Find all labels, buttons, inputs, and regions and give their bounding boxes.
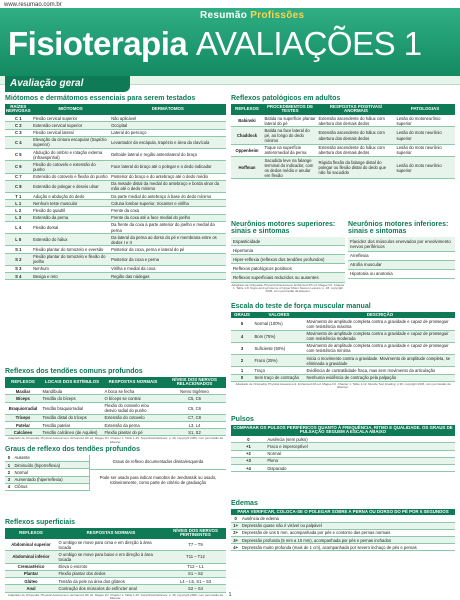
table-cell: Flexão plantar do tornozelo e flexão do joelho bbox=[32, 253, 110, 265]
pulsos-section bbox=[231, 416, 455, 472]
table-cell: 2+ bbox=[231, 529, 240, 536]
table-cell: Flexão do quadril bbox=[32, 207, 110, 214]
table-cell: Clônus bbox=[13, 483, 89, 490]
table-cell: L4 – L5, S1 – S3 bbox=[165, 578, 226, 585]
table-cell: Rápida flexão da falange distal do polegar ou flexão distal do dedo que não foi sacudido bbox=[317, 156, 395, 178]
table-cell: Tensão da pele na área dos glúteos bbox=[57, 578, 165, 585]
patologicos-body bbox=[231, 115, 455, 179]
nms-list bbox=[231, 237, 345, 282]
table-cell: Traço bbox=[253, 367, 305, 374]
table-cell: Extensão ascendente do hálux com abertura dos demais dedos bbox=[317, 144, 395, 156]
table-row bbox=[5, 455, 89, 462]
table-cell: Chaddock bbox=[231, 127, 263, 144]
table-row bbox=[5, 221, 226, 233]
table-row bbox=[231, 115, 455, 127]
reflexos-profundos-section bbox=[5, 368, 226, 444]
table-cell: Sacudida leve na falange terminal do indicador, com os dedos médio e anular em flexão bbox=[263, 156, 317, 178]
table-cell: Batida na superfície plantar lateral do pé bbox=[264, 115, 316, 126]
table-row bbox=[5, 585, 226, 592]
table-cell: Flexão plantar do pé bbox=[103, 429, 163, 436]
source-note: Adaptado de Ortopedia: Physical Assessment. Enhanced 4th ed. Magee DJ. Chapter 1. Table 1-25. Superficial Reflexes; p. 46; copyright 2006, com permissão da Elsevier. bbox=[7, 592, 224, 600]
edemas-title: Edemas bbox=[231, 500, 258, 507]
superficiais-section bbox=[5, 519, 226, 600]
table-cell: 3 bbox=[231, 342, 253, 354]
table-row bbox=[5, 122, 226, 129]
col-header: PROCEDIMENTOS DE TESTES bbox=[263, 104, 317, 115]
table-cell: S 3 bbox=[5, 265, 32, 272]
col-header: DESCRIÇÃO bbox=[305, 312, 455, 318]
table-row bbox=[231, 127, 455, 144]
nms-title: Neurônios motores superiores: sinais e sintomas bbox=[231, 221, 336, 236]
table-cell: Ausente bbox=[13, 455, 89, 462]
table-cell: Levantador da escápula, trapézio e área da clavícula bbox=[110, 136, 226, 148]
table-cell: Lesão do moto neurônio superior bbox=[395, 156, 455, 178]
nmi-list bbox=[348, 237, 455, 279]
table-cell: L 4 bbox=[5, 221, 32, 233]
table-cell: Posterior da coxa e perna bbox=[110, 253, 226, 265]
edemas-section bbox=[231, 500, 455, 551]
page-title: Fisioterapia AVALIAÇÕES 1 bbox=[8, 25, 422, 62]
table-row bbox=[231, 436, 455, 443]
table-cell: +1 bbox=[231, 443, 266, 450]
table-cell: Lesão do moto neurônio superior bbox=[395, 144, 455, 156]
table-cell: L3, L4 bbox=[163, 422, 226, 429]
table-cell: T12 – L1 bbox=[165, 563, 226, 570]
table-cell: Inicia o movimento contra a gravidade. Movimento de amplitude completa, se eliminada a gravidade bbox=[305, 355, 455, 367]
table-cell: Extensão do cotovelo e flexão do punho bbox=[33, 174, 108, 180]
table-cell: Fraco e imperceptível bbox=[266, 443, 455, 450]
table-cell: Fraco (25%) bbox=[253, 355, 305, 367]
table-cell: Tríceps bbox=[5, 414, 41, 421]
table-row bbox=[5, 402, 226, 414]
table-cell: Lateral do pescoço bbox=[110, 129, 226, 136]
table-cell: Flexão do cotovelo e extensão do punho bbox=[32, 161, 110, 173]
table-cell: Normal (100%) bbox=[253, 318, 305, 330]
table-cell: Não aplicável bbox=[110, 115, 226, 122]
table-cell: Patelar bbox=[5, 422, 41, 429]
superficiais-title: Reflexos superficiais bbox=[5, 519, 76, 526]
table-cell: C 1 bbox=[5, 115, 32, 122]
table-row bbox=[5, 173, 226, 180]
table-cell: Lesão do motoneurônio superior bbox=[395, 115, 455, 127]
table-cell: S2 – S4 bbox=[165, 585, 226, 592]
table-cell: Da frente da coxa à parte anterior do joelho e medial da perna bbox=[110, 221, 226, 233]
table-cell: Braquiorradial bbox=[5, 402, 41, 414]
table-row bbox=[231, 156, 455, 178]
table-cell: 4 bbox=[5, 483, 13, 490]
table-cell: C 2 bbox=[5, 122, 32, 129]
table-cell: L 1 bbox=[5, 200, 32, 207]
table-cell: C 3 bbox=[5, 129, 32, 136]
table-cell: 0 bbox=[231, 374, 253, 381]
table-cell: Tendão braquiorradial bbox=[41, 402, 103, 414]
table-cell: Da lateral da perna ao dorso do pé e membrana entre os dedos I e II bbox=[110, 234, 226, 246]
col-header: NÍVEIS DOS NERVOS RELACIONADOS bbox=[163, 377, 226, 388]
table-cell: O umbigo se move para cima e em direção à área tocada bbox=[57, 539, 165, 551]
table-row bbox=[5, 253, 226, 265]
source-note: Adaptado de Ortopedia: Physical Assessment. Enhanced 4th ed. Magee DJ. Chapter 1. Table 1-12. Muscle Test Grading; p.30; copyright 2006, com permissão da Elsevier. bbox=[235, 381, 451, 390]
table-cell: S1, S2 bbox=[163, 429, 226, 436]
table-cell: Eleva o escroto bbox=[57, 563, 165, 570]
table-row bbox=[5, 193, 226, 200]
table-row bbox=[231, 450, 455, 457]
table-cell: Flexão cervical lateral bbox=[32, 129, 110, 136]
site-url[interactable]: www.resumao.com.br bbox=[4, 2, 62, 8]
col-header: RAÍZES NERVOSAS bbox=[6, 103, 31, 114]
edemas-table bbox=[231, 509, 455, 552]
table-row bbox=[5, 273, 226, 280]
table-cell: C 5 bbox=[5, 149, 32, 161]
page-number: 1 bbox=[228, 592, 232, 598]
table-cell: T7 – T9 bbox=[165, 539, 226, 551]
table-cell: Região das nádegas bbox=[110, 273, 226, 280]
table-cell: C5, C6 bbox=[163, 395, 226, 402]
table-cell: Sem traço de contração bbox=[253, 374, 305, 381]
table-cell: Flexão plantar do tornozelo e eversão bbox=[32, 246, 110, 253]
table-row bbox=[231, 355, 455, 367]
table-cell: Normal bbox=[266, 450, 455, 457]
table-row bbox=[5, 214, 226, 221]
table-cell: Abdução do ombro e rotação externa (infraespinhal) bbox=[32, 149, 110, 161]
table-row bbox=[5, 563, 226, 570]
pulsos-body bbox=[231, 436, 455, 472]
table-cell: Anal bbox=[5, 585, 57, 592]
table-row bbox=[231, 330, 455, 342]
table-cell: +3 bbox=[231, 457, 266, 464]
list-item: Flacidez dos músculos enervados por envolvimento nervos periféricos bbox=[348, 237, 455, 251]
table-row bbox=[231, 144, 455, 156]
table-cell: Babinski bbox=[231, 115, 263, 127]
table-cell: Extensão do cotovelo bbox=[103, 414, 163, 421]
col-header: RESPOSTAS NORMAIS bbox=[103, 377, 163, 388]
table-row bbox=[231, 374, 455, 381]
graus-section bbox=[5, 446, 226, 491]
table-cell: Aumentado (hiperreflexia) bbox=[13, 476, 89, 483]
edemas-header: PARA VERIFICAR, COLOCA-SE O POLEGAR SOBRE A PERNA OU DORSO DO PÉ POR 5 SEGUNDOS bbox=[231, 509, 455, 515]
table-cell: 1 bbox=[5, 462, 13, 469]
list-item: Hiper-reflexia (reflexos dos tendões profundos) bbox=[231, 255, 345, 264]
col-header: REFLEXOS bbox=[231, 104, 263, 115]
table-cell: Frente da coxa bbox=[110, 207, 226, 214]
table-cell: Glúteo bbox=[5, 578, 57, 585]
table-cell: Flexão plantar dos dedos bbox=[57, 570, 165, 577]
table-cell: Nervo trigêmeo bbox=[163, 388, 226, 395]
table-cell: S 2 bbox=[5, 253, 32, 265]
miotomos-section bbox=[5, 95, 226, 280]
table-row bbox=[5, 414, 226, 421]
table-cell: Normal bbox=[13, 469, 89, 476]
col-header: GRAUS bbox=[231, 312, 253, 318]
list-item: Reflexos superficiais reduzidos ou ausentes bbox=[231, 273, 345, 282]
table-row bbox=[5, 551, 226, 563]
list-item: Reflexos patológicos positivos bbox=[231, 264, 345, 273]
table-row bbox=[231, 465, 455, 472]
table-cell: Suficiente (50%) bbox=[253, 342, 305, 354]
table-cell: L 5 bbox=[5, 234, 32, 246]
table-cell: L 2 bbox=[5, 207, 32, 214]
table-cell: +4 bbox=[231, 465, 266, 472]
table-cell: Flexão do cotovelo e/ou desvio radial do punho bbox=[103, 402, 163, 414]
list-item: Hipertonia bbox=[231, 246, 345, 255]
table-cell: C 6 bbox=[5, 161, 32, 173]
table-row bbox=[5, 539, 226, 551]
table-cell: C7, C8 bbox=[163, 414, 226, 421]
table-cell: A boca se fecha bbox=[103, 388, 163, 395]
list-item: Atrofia muscular bbox=[348, 261, 455, 270]
table-cell: T 1 bbox=[5, 193, 32, 200]
reflexos-profundos-table bbox=[5, 377, 226, 437]
pulsos-title: Pulsos bbox=[231, 416, 254, 423]
table-cell: Extensão da perna bbox=[103, 422, 163, 429]
table-cell: Bíceps bbox=[5, 395, 41, 402]
table-row bbox=[5, 115, 226, 122]
table-row bbox=[231, 443, 455, 450]
graus-desc-b: Pode ser usado para indicar manobra de Jendrassik ou usado, rotineiramente, como parte de critério de graduação bbox=[99, 475, 217, 486]
table-cell: S 1 bbox=[5, 246, 32, 253]
table-cell: Maxilar bbox=[5, 388, 41, 395]
table-cell: Ausência de edema bbox=[240, 515, 455, 522]
table-cell: C5, C6 bbox=[163, 402, 226, 414]
table-cell: 2 bbox=[231, 355, 253, 367]
table-cell: Calcâneo bbox=[5, 429, 41, 436]
table-cell: 5 bbox=[231, 318, 253, 330]
table-cell: Face lateral do braço até o polegar e o dedo indicador bbox=[110, 161, 226, 173]
table-cell: Tendão calcâneo (de Aquiles) bbox=[41, 429, 103, 436]
table-row bbox=[5, 180, 226, 192]
col-header: NÍVEIS DOS NERVOS PERTINENTES bbox=[165, 528, 226, 539]
table-cell: Movimento de amplitude completa contra a gravidade e capaz de prosseguir com resistência moderada bbox=[305, 330, 455, 342]
table-row bbox=[5, 578, 226, 585]
table-cell: Deltoide lateral e região anterolateral do braço bbox=[110, 149, 226, 161]
col-header: VALORES bbox=[253, 312, 305, 318]
table-cell: L 3 bbox=[5, 214, 32, 221]
graus-desc-a: Graus de reflexo documentados direita/esquerda bbox=[90, 455, 226, 470]
col-header: REFLEXOS bbox=[5, 377, 41, 388]
table-cell: Evidência de contratilidade fraca, mas sem movimento da articulação bbox=[305, 367, 455, 374]
table-cell: +2 bbox=[231, 450, 266, 457]
section-title: Avaliação geral bbox=[5, 76, 130, 92]
pulsos-header: COMPARAR OS PULSOS PERIFÉRICOS QUANTO À FREQUÊNCIA, RITMO E QUALIDADE. OS GRAUS DE PULSAÇÃO SEGUEM A ESCALA ABAIXO bbox=[231, 425, 455, 436]
table-row bbox=[5, 234, 226, 246]
table-cell: Disparado bbox=[266, 465, 455, 472]
table-row bbox=[5, 429, 226, 436]
graus-body bbox=[5, 455, 89, 491]
reflexos-profundos-title: Reflexos dos tendões comuns profundos bbox=[5, 368, 143, 375]
table-cell: Nenhum teste muscular bbox=[32, 200, 110, 207]
col-header: PATOLOGIAS bbox=[395, 104, 455, 115]
table-cell: Oppenheim bbox=[231, 144, 263, 156]
escala-table bbox=[231, 312, 455, 382]
table-cell: Plantar bbox=[5, 570, 57, 577]
edemas-body bbox=[231, 515, 455, 551]
table-cell: Occipital bbox=[110, 122, 226, 129]
table-cell: O bíceps se contrai bbox=[103, 395, 163, 402]
table-cell: Movimento de amplitude completa contra a gravidade e capaz de prosseguir com resistência máxima bbox=[305, 318, 455, 330]
table-row bbox=[5, 161, 226, 173]
table-cell: Extensão ascendente do hálux com abertura dos demais dedos bbox=[317, 127, 395, 144]
table-row bbox=[231, 318, 455, 330]
table-row bbox=[231, 536, 455, 543]
table-row bbox=[231, 457, 455, 464]
table-cell: Lesão do moto neurônio superior bbox=[395, 127, 455, 144]
table-cell: 1+ bbox=[231, 522, 240, 529]
table-row bbox=[5, 246, 226, 253]
table-cell: Depressão quase não é visível ou palpável bbox=[240, 522, 455, 529]
superficiais-body bbox=[5, 539, 226, 592]
header-banner bbox=[0, 8, 460, 76]
miotomos-table bbox=[5, 104, 226, 280]
table-cell: Abdominal inferior bbox=[5, 551, 57, 563]
table-cell: Flexão dorsal bbox=[32, 221, 110, 233]
table-cell: Bexiga e reto bbox=[32, 273, 110, 280]
table-cell: Depressão muito profunda (mais de 1 cm), acompanhada por severo inchaço de pés e pernas bbox=[240, 544, 455, 551]
table-cell: C 7 bbox=[5, 173, 32, 180]
table-cell: C 4 bbox=[5, 136, 32, 148]
table-cell: Adução e abdução do dedo bbox=[32, 193, 110, 200]
table-cell: Extensão da perna bbox=[32, 214, 110, 221]
table-row bbox=[231, 342, 455, 354]
table-cell: 0 bbox=[231, 436, 266, 443]
table-cell: Coluna lombar superior, trocanter e virilha bbox=[110, 200, 226, 207]
col-header: RESPOSTAS NORMAIS bbox=[57, 528, 165, 539]
table-cell: Extensão do polegar e desvio ulnar bbox=[32, 180, 110, 192]
nms-section bbox=[231, 221, 345, 293]
escala-body bbox=[231, 318, 455, 381]
list-item: Hipotonia ou anotonia bbox=[348, 270, 455, 279]
table-cell: Bom (75%) bbox=[253, 330, 305, 342]
table-cell: Virilha e medial da coxa bbox=[110, 265, 226, 272]
table-cell: C 8 bbox=[5, 180, 32, 192]
graus-title: Graus de reflexo dos tendões profundos bbox=[5, 446, 140, 453]
table-row bbox=[5, 570, 226, 577]
table-cell: Movimento de amplitude completa contra a gravidade e capaz de prosseguir com resistência mínima bbox=[305, 342, 455, 354]
table-cell: Diminuído (hiporreflexia) bbox=[13, 462, 89, 469]
table-row bbox=[5, 422, 226, 429]
escala-section bbox=[231, 303, 455, 389]
table-cell: Tendão distal do tríceps bbox=[41, 414, 103, 421]
table-cell: O umbigo se move para baixo e em direção à área tocada bbox=[57, 551, 165, 563]
table-cell: Depressão de uns 5 mm, acompanhada por pés e contorno das pernas normais bbox=[240, 529, 455, 536]
nmi-title: Neurônios motores inferiores: sinais e sintomas bbox=[348, 221, 449, 236]
table-cell: Extensão ascendente do hálux com abertura dos demais dedos bbox=[317, 115, 395, 127]
table-cell: 2 bbox=[5, 469, 13, 476]
table-cell: Cremastérico bbox=[5, 563, 57, 570]
table-cell: Hoffman bbox=[231, 156, 263, 178]
table-row bbox=[231, 367, 455, 374]
table-row bbox=[231, 515, 455, 522]
table-row bbox=[231, 529, 455, 536]
col-header: LOCAIS DOS ESTÍMULOS bbox=[41, 377, 103, 388]
table-cell: 3+ bbox=[231, 536, 240, 543]
table-cell: Nenhuma evidência de contração pela palpação bbox=[305, 374, 455, 381]
table-row bbox=[5, 129, 226, 136]
source-note: Adaptado de Ortopedia: Physical Assessment. Enhanced 4th ed. Magee DJ. Chapter 1. Table 1-25. Superficial Reflexes; p. 46; copyright 2006, com permissão da Elsevier. bbox=[7, 436, 224, 444]
table-row bbox=[231, 544, 455, 551]
nmi-section bbox=[348, 221, 455, 279]
table-cell: 1 bbox=[231, 367, 253, 374]
table-cell: Posterior da coxa, perna e lateral do pé bbox=[110, 246, 226, 253]
table-cell: Flexão cervical superior bbox=[32, 115, 110, 122]
col-header: MIÓTOMOS bbox=[32, 104, 110, 115]
table-cell: Abdominal superior bbox=[5, 539, 57, 551]
table-cell: Tendão do bíceps bbox=[41, 395, 103, 402]
table-cell: Batida na face lateral do pé, ao longo do dedo mínimo bbox=[263, 127, 317, 144]
table-cell: 4 bbox=[231, 330, 253, 342]
table-cell: Pleno bbox=[266, 457, 455, 464]
table-cell: Da metade distal da medial do antebraço e borda ulnar da mão até o dedo mínimo bbox=[110, 180, 226, 192]
patologicos-table bbox=[231, 104, 455, 179]
table-cell: Nenhum bbox=[32, 265, 110, 272]
table-row bbox=[5, 388, 226, 395]
patologicos-section bbox=[231, 95, 455, 179]
table-cell: Toque na superfície anteromedial da perna bbox=[263, 144, 317, 156]
table-cell: Depressão profunda (5 mm a 10 mm), acompanhada por pés e pernas inchados bbox=[240, 536, 455, 543]
list-item: Arreflexia bbox=[348, 252, 455, 261]
table-row bbox=[5, 395, 226, 402]
col-header: RESPOSTAS POSITIVAS/ ANORMAIS bbox=[317, 104, 395, 115]
table-cell: Contração dos músculos do esfíncter anal bbox=[57, 585, 165, 592]
table-cell: 0 bbox=[5, 455, 13, 462]
graus-description bbox=[89, 455, 226, 491]
table-cell: Extensão do hálux bbox=[32, 234, 110, 246]
brand-logo: Resumão Profissões bbox=[200, 10, 305, 21]
table-row bbox=[231, 522, 455, 529]
table-cell: Ausência (sem pulso) bbox=[266, 436, 455, 443]
table-cell: Da parte medial do antebraço à base do dedo mínimo bbox=[110, 193, 226, 200]
table-row bbox=[5, 469, 89, 476]
graus-table bbox=[5, 455, 89, 491]
miotomos-body bbox=[5, 115, 226, 280]
patologicos-title: Reflexos patológicos em adultos bbox=[231, 95, 341, 102]
table-cell: 3 bbox=[5, 476, 13, 483]
reflexos-profundos-body bbox=[5, 388, 226, 436]
table-row bbox=[5, 207, 226, 214]
miotomos-title: Miótomos e dermátomos essenciais para serem testados bbox=[5, 95, 196, 102]
col-header: DERMÁTOMOS bbox=[110, 104, 226, 115]
table-row bbox=[5, 265, 226, 272]
graus-block bbox=[5, 455, 226, 491]
table-cell: Elevação da cintura escapular (trapézio superior) bbox=[32, 136, 110, 148]
table-cell: Tendão patelar bbox=[41, 422, 103, 429]
superficiais-table bbox=[5, 528, 226, 593]
list-item: Espasticidade bbox=[231, 237, 345, 246]
table-cell: 0 bbox=[231, 515, 240, 522]
table-cell: T11 – T12 bbox=[165, 551, 226, 563]
table-row bbox=[5, 462, 89, 469]
table-cell: S1 – S2 bbox=[165, 570, 226, 577]
table-row bbox=[5, 476, 89, 483]
table-cell: Posterior do braço e do antebraço até o dedo médio bbox=[110, 173, 226, 180]
table-row bbox=[5, 149, 226, 161]
table-row bbox=[5, 483, 89, 490]
col-header: REFLEXOS bbox=[5, 528, 57, 539]
table-cell: Mandíbula bbox=[41, 388, 103, 395]
table-cell: 4+ bbox=[231, 544, 240, 551]
pulsos-table bbox=[231, 425, 455, 472]
source-note: Adaptado de Ortopedia: Physical Assessment. Enhanced 4th ed. Magee DJ. Chapter 1. Table 1-8. Signs and symptoms of Upper Motor Neuron Lesions; p. 28; copyright 2006, com permissão da Elsevier. bbox=[231, 282, 345, 294]
table-cell: Frente da coxa até a face medial do joelho bbox=[110, 214, 226, 221]
escala-title: Escala do teste de força muscular manual bbox=[231, 303, 371, 310]
table-cell: S 4 bbox=[5, 273, 32, 280]
table-row bbox=[5, 136, 226, 148]
table-row bbox=[5, 200, 226, 207]
table-cell: Extensão cervical superior bbox=[32, 122, 110, 129]
